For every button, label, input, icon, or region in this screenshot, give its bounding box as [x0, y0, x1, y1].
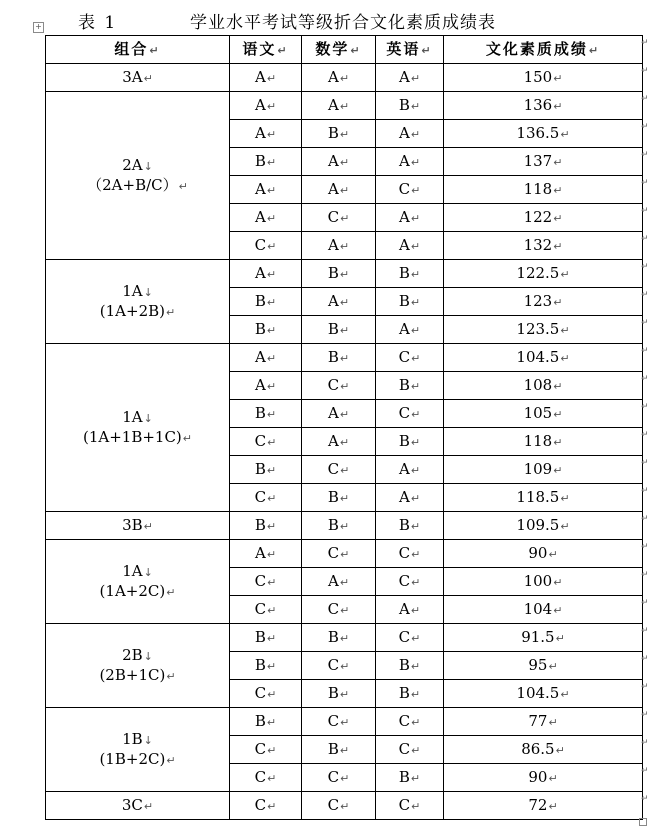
chinese-grade-cell: C↵ — [230, 764, 302, 792]
chinese-grade-cell: C↵ — [230, 680, 302, 708]
math-grade-cell: C↵ — [302, 652, 376, 680]
header-row — [46, 36, 643, 64]
table-row — [46, 260, 643, 288]
table-row — [46, 64, 643, 92]
table-row — [46, 708, 643, 736]
row-end-mark-icon: ↵ — [641, 653, 649, 664]
combination-name: 1A↓ — [122, 561, 153, 580]
chinese-grade-cell: A↵ — [230, 64, 302, 92]
combination-cell — [46, 792, 230, 820]
table-row — [46, 344, 643, 372]
row-end-mark-icon: ↵ — [641, 765, 649, 776]
combination-formula: (1B+2C)↵ — [99, 749, 176, 768]
chinese-grade-cell: C↵ — [230, 736, 302, 764]
header-score: 文化素质成绩↵ — [444, 36, 643, 64]
combination-name: 3B↵ — [122, 515, 153, 534]
chinese-grade-cell: C↵ — [230, 792, 302, 820]
combination-cell — [46, 708, 230, 792]
math-grade-cell: A↵ — [302, 428, 376, 456]
combination-cell — [46, 92, 230, 260]
table-row — [46, 92, 643, 120]
score-cell: 123.5↵ — [444, 316, 643, 344]
row-end-mark-icon: ↵ — [641, 681, 649, 692]
math-grade-cell: A↵ — [302, 400, 376, 428]
combination-formula: (1A+2C)↵ — [99, 581, 176, 600]
score-cell: 118.5↵ — [444, 484, 643, 512]
math-grade-cell: A↵ — [302, 288, 376, 316]
score-cell: 91.5↵ — [444, 624, 643, 652]
combination-cell — [46, 512, 230, 540]
combination-formula: (1A+1B+1C)↵ — [82, 427, 193, 446]
combination-formula: (1A+2B)↵ — [99, 301, 176, 320]
score-cell: 122.5↵ — [444, 260, 643, 288]
chinese-grade-cell: B↵ — [230, 288, 302, 316]
score-cell: 109.5↵ — [444, 512, 643, 540]
row-end-mark-icon: ↵ — [641, 345, 649, 356]
chinese-grade-cell: A↵ — [230, 372, 302, 400]
score-cell: 109↵ — [444, 456, 643, 484]
chinese-grade-cell: B↵ — [230, 400, 302, 428]
row-end-mark-icon: ↵ — [641, 569, 649, 580]
math-grade-cell: C↵ — [302, 372, 376, 400]
english-grade-cell: C↵ — [376, 624, 444, 652]
score-cell: 123↵ — [444, 288, 643, 316]
english-grade-cell: B↵ — [376, 372, 444, 400]
math-grade-cell: B↵ — [302, 120, 376, 148]
english-grade-cell: A↵ — [376, 204, 444, 232]
english-grade-cell: C↵ — [376, 792, 444, 820]
chinese-grade-cell: C↵ — [230, 568, 302, 596]
math-grade-cell: B↵ — [302, 680, 376, 708]
grade-conversion-table — [45, 35, 643, 820]
table-resize-handle-icon[interactable] — [639, 818, 647, 826]
row-end-mark-icon: ↵ — [641, 93, 649, 104]
combination-cell — [46, 540, 230, 624]
combination-name: 1A↓ — [122, 407, 153, 426]
combination-name: 1A↓ — [122, 281, 153, 300]
row-end-mark-icon: ↵ — [641, 205, 649, 216]
chinese-grade-cell: C↵ — [230, 232, 302, 260]
score-cell: 118↵ — [444, 176, 643, 204]
row-end-mark-icon: ↵ — [641, 121, 649, 132]
english-grade-cell: B↵ — [376, 428, 444, 456]
row-end-mark-icon: ↵ — [641, 177, 649, 188]
score-cell: 72↵ — [444, 792, 643, 820]
score-cell: 90↵ — [444, 540, 643, 568]
score-cell: 100↵ — [444, 568, 643, 596]
score-cell: 86.5↵ — [444, 736, 643, 764]
math-grade-cell: B↵ — [302, 736, 376, 764]
math-grade-cell: A↵ — [302, 148, 376, 176]
math-grade-cell: A↵ — [302, 176, 376, 204]
combination-name: 2B↓ — [122, 645, 153, 664]
table-row — [46, 540, 643, 568]
row-end-mark-icon: ↵ — [641, 793, 649, 804]
combination-cell — [46, 344, 230, 512]
chinese-grade-cell: B↵ — [230, 652, 302, 680]
chinese-grade-cell: A↵ — [230, 344, 302, 372]
score-cell: 90↵ — [444, 764, 643, 792]
math-grade-cell: C↵ — [302, 596, 376, 624]
combination-cell — [46, 64, 230, 92]
row-end-mark-icon: ↵ — [641, 709, 649, 720]
row-end-mark-icon: ↵ — [641, 597, 649, 608]
math-grade-cell: B↵ — [302, 316, 376, 344]
table-move-handle-icon[interactable]: + — [33, 22, 44, 33]
row-end-mark-icon: ↵ — [641, 485, 649, 496]
english-grade-cell: A↵ — [376, 120, 444, 148]
math-grade-cell: C↵ — [302, 540, 376, 568]
math-grade-cell: B↵ — [302, 344, 376, 372]
english-grade-cell: C↵ — [376, 736, 444, 764]
header-chinese: 语文↵ — [230, 36, 302, 64]
combination-cell — [46, 624, 230, 708]
english-grade-cell: A↵ — [376, 232, 444, 260]
row-end-mark-icon: ↵ — [641, 289, 649, 300]
english-grade-cell: B↵ — [376, 764, 444, 792]
score-cell: 105↵ — [444, 400, 643, 428]
score-cell: 132↵ — [444, 232, 643, 260]
english-grade-cell: B↵ — [376, 92, 444, 120]
chinese-grade-cell: A↵ — [230, 176, 302, 204]
english-grade-cell: B↵ — [376, 288, 444, 316]
english-grade-cell: C↵ — [376, 708, 444, 736]
combination-formula: (2B+1C)↵ — [99, 665, 176, 684]
combination-name: 3A↵ — [122, 67, 153, 86]
table-body — [46, 64, 643, 820]
table-caption — [0, 6, 668, 33]
score-cell: 104.5↵ — [444, 344, 643, 372]
row-end-mark-icon: ↵ — [641, 541, 649, 552]
score-cell: 77↵ — [444, 708, 643, 736]
english-grade-cell: C↵ — [376, 344, 444, 372]
row-end-mark-icon: ↵ — [641, 429, 649, 440]
table-row — [46, 512, 643, 540]
row-end-mark-icon: ↵ — [641, 261, 649, 272]
english-grade-cell: A↵ — [376, 596, 444, 624]
math-grade-cell: A↵ — [302, 64, 376, 92]
row-end-mark-icon: ↵ — [641, 457, 649, 468]
header-combination: 组合↵ — [46, 36, 230, 64]
math-grade-cell: B↵ — [302, 512, 376, 540]
chinese-grade-cell: C↵ — [230, 484, 302, 512]
combination-name: 2A↓ — [122, 155, 153, 174]
english-grade-cell: A↵ — [376, 316, 444, 344]
combination-formula: （2A+B/C）↵ — [87, 175, 188, 194]
english-grade-cell: C↵ — [376, 568, 444, 596]
table-label: 表 1 — [78, 13, 118, 33]
english-grade-cell: B↵ — [376, 680, 444, 708]
row-end-mark-icon: ↵ — [641, 373, 649, 384]
english-grade-cell: C↵ — [376, 176, 444, 204]
math-grade-cell: C↵ — [302, 792, 376, 820]
math-grade-cell: C↵ — [302, 764, 376, 792]
row-end-mark-icon: ↵ — [641, 233, 649, 244]
combination-cell — [46, 260, 230, 344]
english-grade-cell: B↵ — [376, 652, 444, 680]
score-cell: 136.5↵ — [444, 120, 643, 148]
score-cell: 104↵ — [444, 596, 643, 624]
chinese-grade-cell: B↵ — [230, 316, 302, 344]
math-grade-cell: C↵ — [302, 204, 376, 232]
table-row — [46, 792, 643, 820]
score-cell: 137↵ — [444, 148, 643, 176]
score-cell: 136↵ — [444, 92, 643, 120]
chinese-grade-cell: B↵ — [230, 512, 302, 540]
row-end-mark-icon: ↵ — [641, 737, 649, 748]
chinese-grade-cell: A↵ — [230, 540, 302, 568]
english-grade-cell: A↵ — [376, 148, 444, 176]
math-grade-cell: C↵ — [302, 456, 376, 484]
score-cell: 95↵ — [444, 652, 643, 680]
chinese-grade-cell: A↵ — [230, 120, 302, 148]
score-cell: 122↵ — [444, 204, 643, 232]
english-grade-cell: B↵ — [376, 260, 444, 288]
math-grade-cell: A↵ — [302, 92, 376, 120]
row-end-mark-icon: ↵ — [641, 317, 649, 328]
row-end-mark-icon: ↵ — [641, 625, 649, 636]
math-grade-cell: A↵ — [302, 232, 376, 260]
math-grade-cell: B↵ — [302, 260, 376, 288]
english-grade-cell: C↵ — [376, 540, 444, 568]
math-grade-cell: B↵ — [302, 484, 376, 512]
table-title: 学业水平考试等级折合文化素质成绩表 — [190, 13, 496, 33]
score-cell: 150↵ — [444, 64, 643, 92]
header-math: 数学↵ — [302, 36, 376, 64]
math-grade-cell: B↵ — [302, 624, 376, 652]
table-row — [46, 624, 643, 652]
row-end-mark-icon: ↵ — [641, 65, 649, 76]
english-grade-cell: B↵ — [376, 512, 444, 540]
english-grade-cell: A↵ — [376, 484, 444, 512]
chinese-grade-cell: B↵ — [230, 624, 302, 652]
english-grade-cell: A↵ — [376, 456, 444, 484]
row-end-mark-icon: ↵ — [641, 513, 649, 524]
chinese-grade-cell: B↵ — [230, 148, 302, 176]
chinese-grade-cell: B↵ — [230, 708, 302, 736]
row-end-mark-icon: ↵ — [641, 149, 649, 160]
chinese-grade-cell: B↵ — [230, 456, 302, 484]
chinese-grade-cell: A↵ — [230, 260, 302, 288]
row-end-mark-icon: ↵ — [641, 401, 649, 412]
english-grade-cell: C↵ — [376, 400, 444, 428]
chinese-grade-cell: C↵ — [230, 596, 302, 624]
header-english: 英语↵ — [376, 36, 444, 64]
row-end-mark-icon: ↵ — [641, 37, 649, 48]
math-grade-cell: A↵ — [302, 568, 376, 596]
chinese-grade-cell: C↵ — [230, 428, 302, 456]
math-grade-cell: C↵ — [302, 708, 376, 736]
combination-name: 1B↓ — [122, 729, 153, 748]
score-cell: 118↵ — [444, 428, 643, 456]
chinese-grade-cell: A↵ — [230, 204, 302, 232]
score-cell: 108↵ — [444, 372, 643, 400]
chinese-grade-cell: A↵ — [230, 92, 302, 120]
combination-name: 3C↵ — [121, 795, 154, 814]
score-cell: 104.5↵ — [444, 680, 643, 708]
english-grade-cell: A↵ — [376, 64, 444, 92]
